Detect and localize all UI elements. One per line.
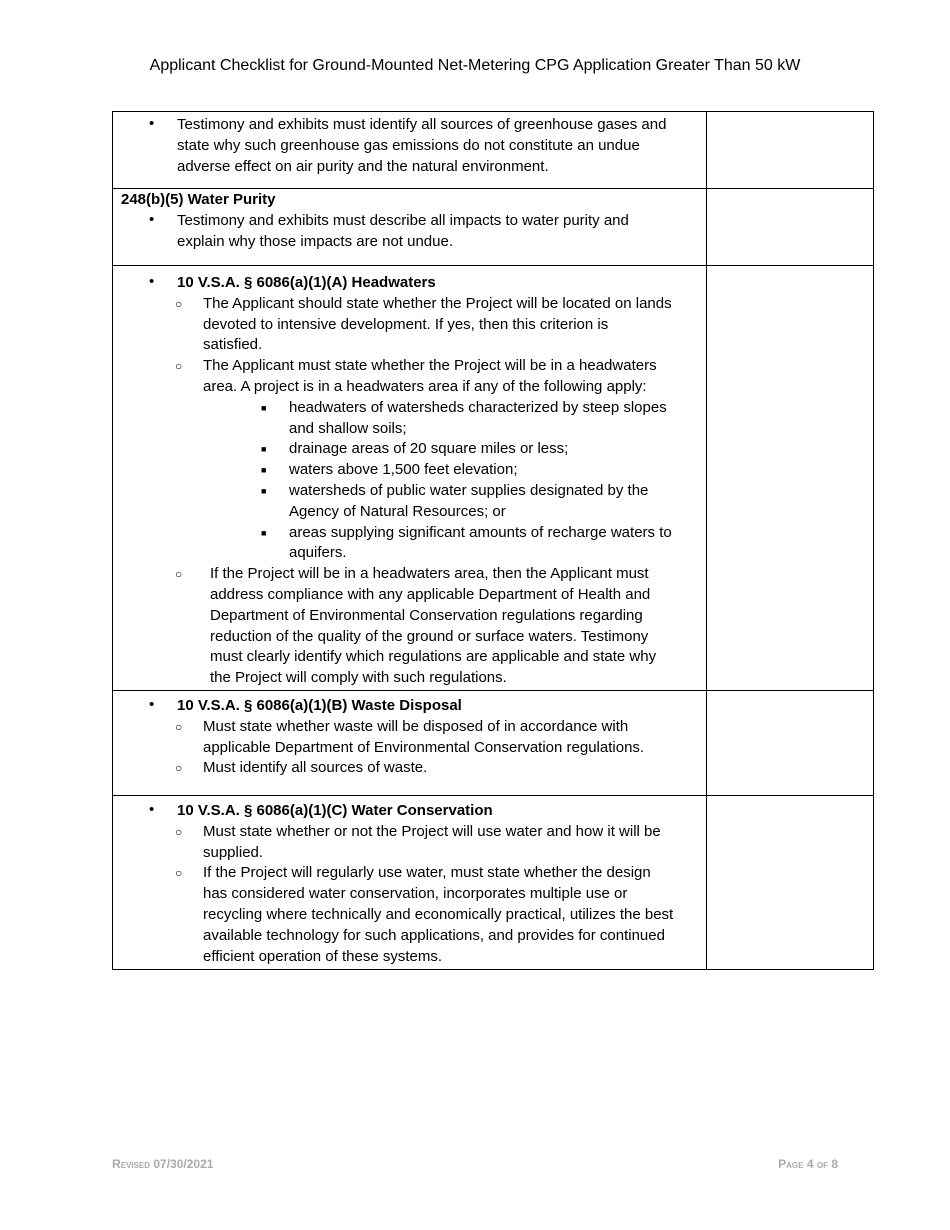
line: satisfied. (203, 336, 263, 354)
bullet-icon: • (149, 696, 155, 713)
line: Agency of Natural Resources; or (289, 502, 506, 520)
circle-bullet-icon: ○ (175, 719, 183, 734)
footer-page-number (778, 1157, 838, 1171)
circle-bullet-icon: ○ (175, 567, 183, 582)
square-bullet-icon: ■ (261, 485, 267, 496)
line: area. A project is in a headwaters area if any of the following apply: (203, 377, 647, 395)
line: The Applicant should state whether the Project will be located on lands (203, 294, 672, 312)
line: state why such greenhouse gas emissions do not constitute an undue (177, 136, 640, 154)
line: the Project will comply with such regulations. (210, 669, 507, 687)
table-row (113, 112, 874, 189)
line: recycling where technically and economically practical, utilizes the best (203, 905, 674, 923)
line: reduction of the quality of the ground or surface waters. Testimony (210, 627, 649, 645)
line: Must identify all sources of waste. (203, 759, 428, 777)
line: explain why those impacts are not undue. (177, 232, 453, 250)
footer-revised (112, 1157, 213, 1171)
bullet-icon: • (149, 801, 155, 818)
requirement-cell (113, 112, 707, 189)
table-row (113, 189, 874, 266)
table-row (113, 796, 874, 970)
table-row (113, 266, 874, 691)
circle-bullet-icon: ○ (175, 359, 183, 374)
line: applicable Department of Environmental Conservation regulations. (203, 738, 645, 756)
bullet-icon: • (149, 115, 155, 132)
square-bullet-icon: ■ (261, 527, 267, 538)
line: drainage areas of 20 square miles or less; (289, 440, 569, 458)
page-num: 4 (806, 1157, 814, 1171)
requirement-cell (113, 691, 707, 796)
of-label: of (816, 1157, 828, 1171)
checkbox-cell[interactable] (707, 266, 874, 691)
line: aquifers. (289, 544, 347, 562)
checkbox-cell[interactable] (707, 189, 874, 266)
line: areas supplying significant amounts of recharge waters to (289, 523, 672, 541)
line: supplied. (203, 843, 264, 861)
section-heading: 10 V.S.A. § 6086(a)(1)(A) Headwaters (177, 274, 436, 291)
line: Testimony and exhibits must identify all sources of greenhouse gases and (177, 116, 667, 133)
line: adverse effect on air purity and the natural environment. (177, 157, 549, 175)
checkbox-cell[interactable] (707, 691, 874, 796)
checkbox-cell[interactable] (707, 112, 874, 189)
table-row (113, 691, 874, 796)
line: The Applicant must state whether the Project will be in a headwaters (203, 357, 657, 375)
section-heading: 10 V.S.A. § 6086(a)(1)(C) Water Conservation (177, 802, 493, 819)
checkbox-cell[interactable] (707, 796, 874, 970)
line: watersheds of public water supplies designated by the (289, 481, 649, 499)
checklist-table (112, 111, 874, 970)
section-heading: 10 V.S.A. § 6086(a)(1)(B) Waste Disposal (177, 697, 462, 714)
circle-bullet-icon: ○ (175, 296, 183, 311)
bullet-icon: • (149, 273, 155, 290)
square-bullet-icon: ■ (261, 444, 267, 455)
requirement-cell (113, 796, 707, 970)
revised-date: 07/30/2021 (153, 1157, 214, 1171)
line: Department of Environmental Conservation regulations regarding (210, 606, 643, 624)
line: waters above 1,500 feet elevation; (289, 461, 518, 479)
circle-bullet-icon: ○ (175, 824, 183, 839)
line: Testimony and exhibits must describe all impacts to water purity and (177, 211, 629, 229)
requirement-cell (113, 266, 707, 691)
line: has considered water conservation, incorporates multiple use or (203, 885, 628, 903)
line: If the Project will be in a headwaters area, then the Applicant must (210, 565, 649, 583)
section-heading: 248(b)(5) Water Purity (121, 191, 276, 208)
line: and shallow soils; (289, 419, 407, 437)
line: efficient operation of these systems. (203, 947, 443, 965)
square-bullet-icon: ■ (261, 402, 267, 413)
line: Must state whether waste will be disposed of in accordance with (203, 717, 629, 735)
bullet-icon: • (149, 210, 155, 228)
page-header-title: Applicant Checklist for Ground-Mounted Net-Metering CPG Application Greater Than 50 kW (149, 57, 801, 74)
line: headwaters of watersheds characterized by steep slopes (289, 398, 667, 416)
page-label: Page (778, 1157, 804, 1171)
square-bullet-icon: ■ (261, 465, 267, 476)
revised-label: Revised (112, 1157, 151, 1171)
circle-bullet-icon: ○ (175, 866, 183, 881)
line: Must state whether or not the Project will use water and how it will be (203, 822, 661, 840)
line: If the Project will regularly use water, must state whether the design (203, 864, 651, 882)
line: devoted to intensive development. If yes, then this criterion is (203, 315, 609, 333)
circle-bullet-icon: ○ (175, 761, 183, 776)
requirement-cell (113, 189, 707, 266)
line: address compliance with any applicable Department of Health and (210, 585, 651, 603)
line: must clearly identify which regulations are applicable and state why (210, 648, 657, 666)
page-total: 8 (831, 1157, 838, 1171)
line: available technology for such applications, and provides for continued (203, 926, 665, 944)
